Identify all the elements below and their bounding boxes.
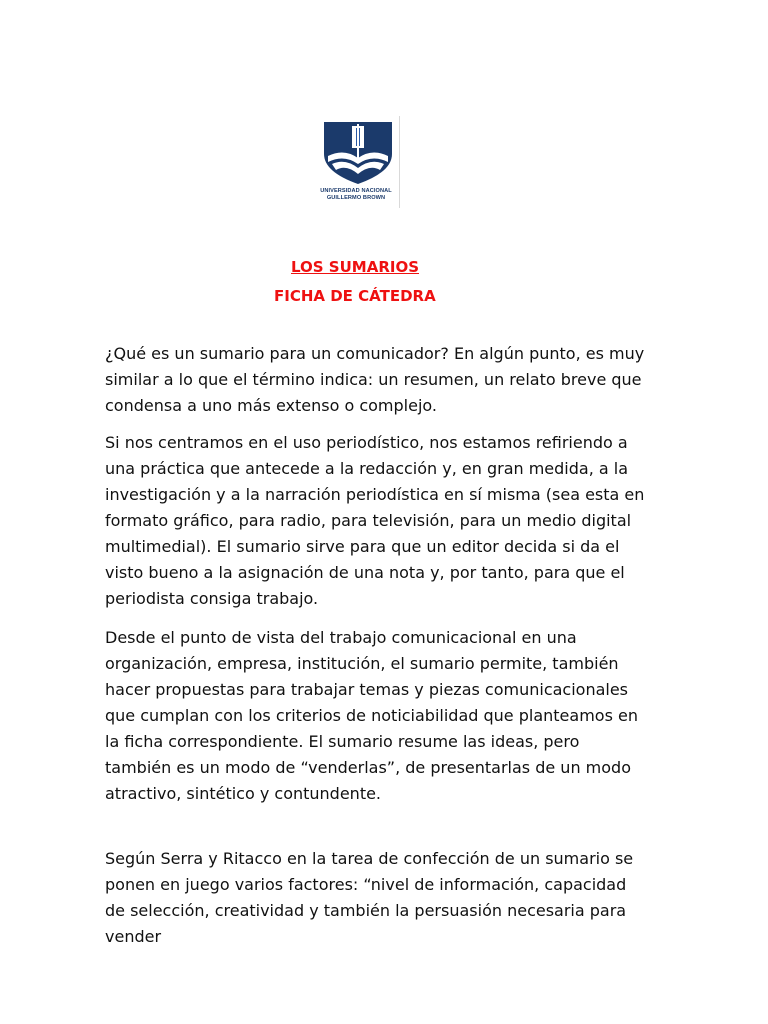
document-title: LOS SUMARIOS [291, 258, 420, 276]
paragraph-4: Según Serra y Ritacco en la tarea de confección de un sumario se ponen en juego varios factores: “nivel de información, capacidad de selección, creatividad y también la persuasión necesaria para vender [105, 849, 634, 946]
paragraph-1: ¿Qué es un sumario para un comunicador? En algún punto, es muy similar a lo que el término indica: un resumen, un relato breve que condensa a uno más extenso o complejo. [105, 344, 645, 415]
logo-divider [399, 116, 400, 208]
document-subtitle: FICHA DE CÁTEDRA [274, 287, 436, 305]
logo-text-line1: UNIVERSIDAD NACIONAL [320, 188, 392, 194]
logo-text-line2: GUILLERMO BROWN [326, 195, 386, 201]
university-logo [314, 116, 402, 210]
paragraph-2: Si nos centramos en el uso periodístico, nos estamos refiriendo a una práctica que antecede a la redacción y, en gran medida, a la investigación y a la narración periodística en sí misma (sea esta en formato gráfico, para radio, para televisión, para un medio digital multimedial). El sumario sirve para que un editor decida si da el visto bueno a la asignación de una nota y, por tanto, para que el periodista consiga trabajo. [105, 433, 645, 608]
ship-book-emblem-icon [318, 118, 398, 186]
paragraph-3: Desde el punto de vista del trabajo comunicacional en una organización, empresa, institución, el sumario permite, también hacer propuestas para trabajar temas y piezas comunicacionales que cumplan con los criterios de noticiabilidad que planteamos en la ficha correspondiente. El sumario resume las ideas, pero también es un modo de “venderlas”, de presentarlas de un modo atractivo, sintético y contundente. [105, 628, 638, 803]
